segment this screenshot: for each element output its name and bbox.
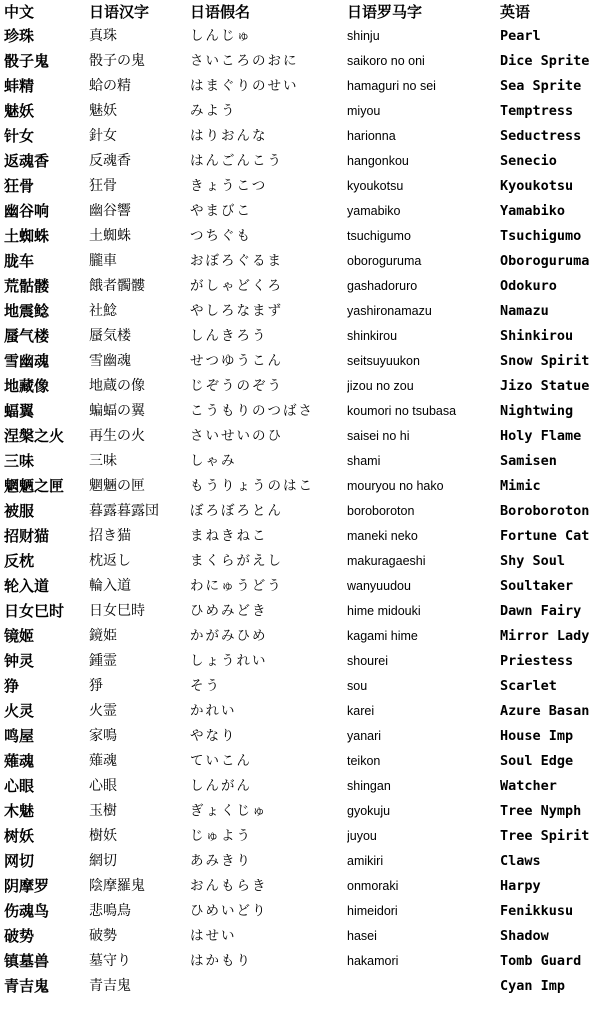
- chinese-cell: 镜姬: [4, 627, 35, 645]
- chinese-cell: 阴摩罗: [4, 877, 50, 895]
- english-cell: Tomb Guard: [500, 953, 582, 969]
- romaji-cell: himeidori: [347, 904, 398, 918]
- kanji-cell: 陰摩羅鬼: [89, 878, 145, 894]
- romaji-cell: harionna: [347, 129, 396, 143]
- chinese-cell: 地震鲶: [4, 302, 50, 320]
- chinese-cell: 轮入道: [4, 577, 50, 595]
- table-row: [0, 599, 616, 624]
- romaji-cell: hime midouki: [347, 604, 421, 618]
- chinese-cell: 魅妖: [4, 102, 35, 120]
- table-row: [0, 874, 616, 899]
- romaji-cell: juyou: [347, 829, 377, 843]
- table-row: [0, 74, 616, 99]
- table-row: [0, 899, 616, 924]
- chinese-cell: 心眼: [4, 777, 35, 795]
- chinese-cell: 涅槃之火: [4, 427, 65, 445]
- english-cell: Namazu: [500, 303, 549, 319]
- english-cell: Soultaker: [500, 578, 574, 594]
- chinese-cell: 荒骷髅: [4, 277, 50, 295]
- kanji-cell: 再生の火: [89, 428, 145, 444]
- romaji-cell: oboroguruma: [347, 254, 422, 268]
- english-cell: Tree Spirit: [500, 828, 590, 844]
- header-chinese: 中文: [4, 3, 35, 21]
- romaji-cell: gyokuju: [347, 804, 391, 818]
- romaji-cell: kagami hime: [347, 629, 418, 643]
- kanji-cell: 朧車: [89, 253, 117, 269]
- table-row: [0, 649, 616, 674]
- kanji-cell: 魍魎の匣: [89, 478, 145, 494]
- kana-cell: しんきろう: [190, 328, 268, 344]
- table-row: [0, 674, 616, 699]
- romaji-cell: yanari: [347, 729, 382, 743]
- chinese-cell: 反枕: [4, 552, 35, 570]
- kanji-cell: 日女巳時: [89, 603, 145, 619]
- chinese-cell: 火灵: [4, 702, 35, 720]
- romaji-cell: boroboroton: [347, 504, 415, 518]
- chinese-cell: 地藏像: [4, 377, 50, 395]
- english-cell: Seductress: [500, 128, 582, 144]
- kanji-cell: 骰子の鬼: [89, 53, 145, 69]
- kana-cell: ていこん: [190, 753, 252, 769]
- kanji-cell: 魅妖: [89, 103, 117, 119]
- kanji-cell: 社鯰: [89, 303, 117, 319]
- kana-cell: つちぐも: [190, 228, 252, 244]
- romaji-cell: yashironamazu: [347, 304, 432, 318]
- english-cell: Cyan Imp: [500, 978, 566, 994]
- chinese-cell: 破势: [4, 927, 35, 945]
- table-row: [0, 924, 616, 949]
- kanji-cell: 薙魂: [89, 753, 117, 769]
- chinese-cell: 狰: [4, 677, 20, 695]
- romaji-cell: shinju: [347, 29, 380, 43]
- header-japanese-kana: 日语假名: [190, 3, 251, 21]
- chinese-cell: 钟灵: [4, 652, 35, 670]
- kana-cell: はまぐりのせい: [190, 78, 299, 94]
- english-cell: Oboroguruma: [500, 253, 590, 269]
- kanji-cell: 墓守り: [89, 953, 131, 969]
- table-row: [0, 174, 616, 199]
- kana-cell: はかもり: [190, 953, 252, 969]
- english-cell: Boroboroton: [500, 503, 590, 519]
- table-row: [0, 349, 616, 374]
- kana-cell: もうりょうのはこ: [190, 478, 314, 494]
- kanji-cell: 反魂香: [89, 153, 131, 169]
- english-cell: Tree Nymph: [500, 803, 582, 819]
- kana-cell: しんじゅ: [190, 28, 252, 44]
- kanji-cell: 青吉鬼: [89, 978, 131, 994]
- kanji-cell: 枕返し: [89, 553, 131, 569]
- english-cell: Scarlet: [500, 678, 557, 694]
- kanji-cell: 招き猫: [89, 528, 131, 544]
- table-row: [0, 274, 616, 299]
- table-row: [0, 699, 616, 724]
- kana-cell: ぎょくじゅ: [190, 803, 268, 819]
- table-row: [0, 774, 616, 799]
- romaji-cell: miyou: [347, 104, 381, 118]
- kanji-cell: 蜃気楼: [89, 328, 131, 344]
- kanji-cell: 鍾霊: [89, 653, 117, 669]
- kana-cell: がしゃどくろ: [190, 278, 283, 294]
- kanji-cell: 雪幽魂: [89, 353, 131, 369]
- header-row: [0, 0, 616, 25]
- chinese-cell: 珍珠: [4, 27, 35, 45]
- english-cell: Holy Flame: [500, 428, 582, 444]
- kana-cell: おんもらき: [190, 878, 268, 894]
- chinese-cell: 蚌精: [4, 77, 35, 95]
- chinese-cell: 胧车: [4, 252, 35, 270]
- romaji-cell: shami: [347, 454, 381, 468]
- table-row: [0, 949, 616, 974]
- kanji-cell: 家鳴: [89, 728, 117, 744]
- english-cell: Temptress: [500, 103, 574, 119]
- kana-cell: そう: [190, 678, 221, 694]
- chinese-cell: 树妖: [4, 827, 35, 845]
- kana-cell: さいころのおに: [190, 53, 299, 69]
- table-row: [0, 374, 616, 399]
- english-cell: Watcher: [500, 778, 557, 794]
- chinese-cell: 骰子鬼: [4, 52, 50, 70]
- romaji-cell: hamaguri no sei: [347, 79, 436, 93]
- table-row: [0, 799, 616, 824]
- kanji-cell: 網切: [89, 853, 117, 869]
- kanji-cell: 心眼: [89, 778, 117, 794]
- header-japanese-kanji: 日语汉字: [89, 3, 150, 21]
- english-cell: Priestess: [500, 653, 574, 669]
- chinese-cell: 雪幽魂: [4, 352, 50, 370]
- table-row: [0, 824, 616, 849]
- table-row: [0, 974, 616, 999]
- kanji-cell: 狂骨: [89, 178, 117, 194]
- english-cell: Shinkirou: [500, 328, 574, 344]
- table-row: [0, 524, 616, 549]
- kana-cell: じぞうのぞう: [190, 378, 283, 394]
- chinese-cell: 伤魂鸟: [4, 902, 50, 920]
- romaji-cell: teikon: [347, 754, 381, 768]
- kana-cell: はんごんこう: [190, 153, 283, 169]
- romaji-cell: makuragaeshi: [347, 554, 426, 568]
- chinese-cell: 网切: [4, 852, 35, 870]
- english-cell: Snow Spirit: [500, 353, 590, 369]
- kanji-cell: 猙: [89, 678, 103, 694]
- chinese-cell: 青吉鬼: [4, 977, 50, 995]
- romaji-cell: wanyuudou: [347, 579, 411, 593]
- kana-cell: しゃみ: [190, 453, 237, 469]
- english-cell: Fortune Cat: [500, 528, 590, 544]
- chinese-cell: 针女: [4, 127, 35, 145]
- table-row: [0, 474, 616, 499]
- table-row: [0, 149, 616, 174]
- kanji-cell: 幽谷響: [89, 203, 131, 219]
- kanji-cell: 三味: [89, 453, 117, 469]
- table-row: [0, 399, 616, 424]
- header-english: 英语: [500, 3, 531, 21]
- romaji-cell: yamabiko: [347, 204, 401, 218]
- kana-cell: ひめいどり: [190, 903, 268, 919]
- table-row: [0, 424, 616, 449]
- kana-cell: あみきり: [190, 853, 252, 869]
- romaji-cell: koumori no tsubasa: [347, 404, 457, 418]
- kanji-cell: 鏡姫: [89, 628, 117, 644]
- kana-cell: かれい: [190, 703, 237, 719]
- table-row: [0, 499, 616, 524]
- chinese-cell: 木魅: [4, 802, 35, 820]
- kana-cell: はせい: [190, 928, 237, 944]
- kanji-cell: 土蜘蛛: [89, 228, 131, 244]
- kana-cell: かがみひめ: [190, 628, 268, 644]
- kana-cell: [190, 974, 338, 999]
- kana-cell: じゅよう: [190, 828, 252, 844]
- english-cell: Harpy: [500, 878, 541, 894]
- chinese-cell: 被服: [4, 502, 35, 520]
- kana-cell: せつゆうこん: [190, 353, 283, 369]
- romaji-cell: saisei no hi: [347, 429, 410, 443]
- chinese-cell: 幽谷响: [4, 202, 50, 220]
- table-row: [0, 324, 616, 349]
- romaji-cell: mouryou no hako: [347, 479, 444, 493]
- chinese-cell: 蜃气楼: [4, 327, 50, 345]
- english-cell: Shadow: [500, 928, 549, 944]
- romaji-cell: hakamori: [347, 954, 399, 968]
- table-row: [0, 224, 616, 249]
- kana-cell: さいせいのひ: [190, 428, 283, 444]
- english-cell: Jizo Statue: [500, 378, 590, 394]
- table-row: [0, 124, 616, 149]
- table-row: [0, 549, 616, 574]
- english-cell: Odokuro: [500, 278, 557, 294]
- english-cell: Dawn Fairy: [500, 603, 582, 619]
- table-row: [0, 624, 616, 649]
- english-cell: Azure Basan: [500, 703, 590, 719]
- english-cell: Soul Edge: [500, 753, 574, 769]
- chinese-cell: 招财猫: [4, 527, 50, 545]
- chinese-cell: 魍魉之匣: [4, 477, 65, 495]
- table-row: [0, 449, 616, 474]
- romaji-cell: gashadoruro: [347, 279, 418, 293]
- kana-cell: はりおんな: [190, 128, 268, 144]
- chinese-cell: 三味: [4, 452, 35, 470]
- english-cell: Sea Sprite: [500, 78, 582, 94]
- kana-cell: わにゅうどう: [190, 578, 283, 594]
- kanji-cell: 蝙蝠の翼: [89, 403, 145, 419]
- chinese-cell: 狂骨: [4, 177, 35, 195]
- table-row: [0, 99, 616, 124]
- english-cell: Claws: [500, 853, 541, 869]
- chinese-cell: 土蜘蛛: [4, 227, 50, 245]
- kana-cell: ぼろぼろとん: [190, 503, 283, 519]
- kanji-cell: 悲鳴鳥: [89, 903, 131, 919]
- kanji-cell: 暮露暮露団: [89, 503, 159, 519]
- english-cell: Tsuchigumo: [500, 228, 582, 244]
- kanji-cell: 針女: [89, 128, 117, 144]
- english-cell: Dice Sprite: [500, 53, 590, 69]
- table-row: [0, 749, 616, 774]
- romaji-cell: kyoukotsu: [347, 179, 404, 193]
- kana-cell: こうもりのつばさ: [190, 403, 314, 419]
- romaji-cell: hangonkou: [347, 154, 409, 168]
- english-cell: House Imp: [500, 728, 574, 744]
- kana-cell: やまびこ: [190, 203, 252, 219]
- chinese-cell: 返魂香: [4, 152, 50, 170]
- kana-cell: きょうこつ: [190, 178, 268, 194]
- english-cell: Yamabiko: [500, 203, 566, 219]
- english-cell: Senecio: [500, 153, 557, 169]
- kana-cell: おぼろぐるま: [190, 253, 283, 269]
- kana-cell: まくらがえし: [190, 553, 283, 569]
- romaji-cell: amikiri: [347, 854, 384, 868]
- romaji-cell: shingan: [347, 779, 391, 793]
- english-cell: Mirror Lady: [500, 628, 590, 644]
- romaji-cell: [347, 974, 497, 999]
- kana-cell: やなり: [190, 728, 237, 744]
- kana-cell: みよう: [190, 103, 237, 119]
- english-cell: Nightwing: [500, 403, 574, 419]
- kanji-cell: 樹妖: [89, 828, 117, 844]
- kana-cell: しょうれい: [190, 653, 268, 669]
- kana-cell: ひめみどき: [190, 603, 268, 619]
- table-row: [0, 299, 616, 324]
- romaji-cell: tsuchigumo: [347, 229, 411, 243]
- chinese-cell: 日女巳时: [4, 602, 65, 620]
- romaji-cell: seitsuyuukon: [347, 354, 420, 368]
- english-cell: Samisen: [500, 453, 557, 469]
- romaji-cell: karei: [347, 704, 375, 718]
- romaji-cell: maneki neko: [347, 529, 418, 543]
- kanji-cell: 蛤の精: [89, 78, 131, 94]
- english-cell: Pearl: [500, 28, 541, 44]
- table-row: [0, 49, 616, 74]
- romaji-cell: hasei: [347, 929, 377, 943]
- english-cell: Shy Soul: [500, 553, 566, 569]
- kanji-cell: 玉樹: [89, 803, 117, 819]
- table-row: [0, 249, 616, 274]
- kana-cell: まねきねこ: [190, 528, 268, 544]
- chinese-cell: 薙魂: [4, 752, 35, 770]
- table-row: [0, 24, 616, 49]
- chinese-cell: 鸣屋: [4, 727, 35, 745]
- table-row: [0, 849, 616, 874]
- english-cell: Mimic: [500, 478, 541, 494]
- header-romaji: 日语罗马字: [347, 3, 423, 21]
- kana-cell: しんがん: [190, 778, 252, 794]
- kanji-cell: 破勢: [89, 928, 117, 944]
- kanji-cell: 火霊: [89, 703, 117, 719]
- table-row: [0, 199, 616, 224]
- kanji-cell: 真珠: [89, 28, 117, 44]
- english-cell: Kyoukotsu: [500, 178, 574, 194]
- romaji-cell: saikoro no oni: [347, 54, 425, 68]
- kanji-cell: 地蔵の像: [89, 378, 145, 394]
- english-cell: Fenikkusu: [500, 903, 574, 919]
- romaji-cell: jizou no zou: [347, 379, 414, 393]
- chinese-cell: 镇墓兽: [4, 952, 50, 970]
- kanji-cell: 輪入道: [89, 578, 131, 594]
- table-row: [0, 724, 616, 749]
- romaji-cell: sou: [347, 679, 368, 693]
- romaji-cell: shourei: [347, 654, 388, 668]
- chinese-cell: 蝠翼: [4, 402, 35, 420]
- romaji-cell: shinkirou: [347, 329, 398, 343]
- kanji-cell: 餓者髑髏: [89, 278, 145, 294]
- table-row: [0, 574, 616, 599]
- romaji-cell: onmoraki: [347, 879, 399, 893]
- kana-cell: やしろなまず: [190, 303, 283, 319]
